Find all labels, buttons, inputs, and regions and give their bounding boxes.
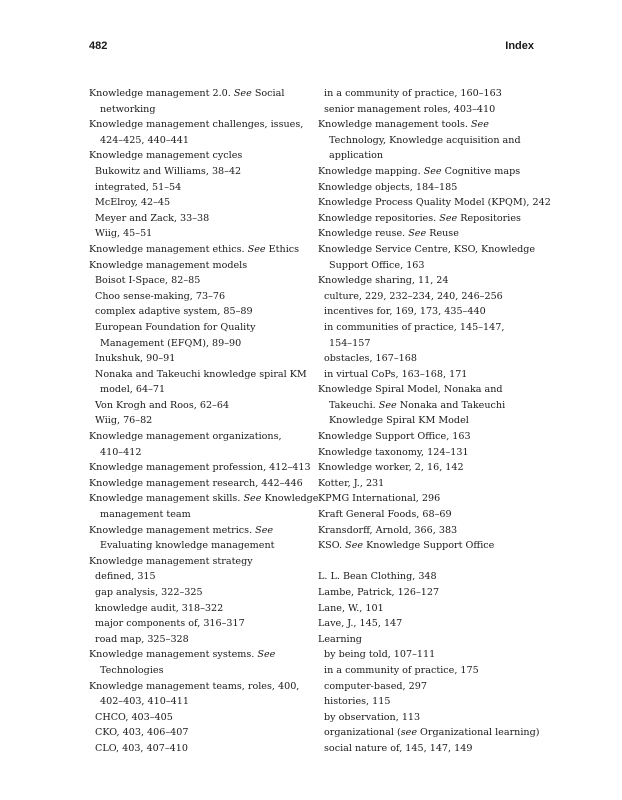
index-entry: [318, 304, 548, 320]
index-entry: [89, 195, 314, 211]
entry-text: Takeuchi.: [329, 399, 379, 411]
index-entry: [318, 367, 548, 383]
entry-text: Kransdorff, Arnold, 366, 383: [318, 524, 458, 536]
index-entry: [89, 647, 314, 663]
index-entry: [318, 460, 548, 476]
entry-reference-target: Cognitive maps: [441, 165, 521, 177]
index-entry: [89, 289, 314, 305]
index-entry: [318, 413, 548, 429]
index-entry: [89, 351, 314, 367]
entry-reference-target: Reuse: [426, 228, 459, 240]
entry-text: culture, 229, 232–234, 240, 246–256: [324, 290, 503, 302]
entry-reference-target: Ethics: [265, 243, 300, 255]
see-reference: See: [255, 524, 274, 536]
index-entry: [89, 476, 314, 492]
entry-text: Kotter, J., 231: [318, 477, 385, 489]
entry-text: Inukshuk, 90–91: [95, 353, 176, 365]
entry-text: Knowledge Support Office, 163: [318, 431, 471, 443]
entry-text: Knowledge management models: [89, 259, 248, 271]
running-header: [89, 40, 534, 56]
index-entry: [318, 710, 548, 726]
index-entry: [89, 273, 314, 289]
see-reference: See: [378, 399, 397, 411]
entry-text: knowledge audit, 318–322: [95, 602, 224, 614]
entry-text: Knowledge sharing, 11, 24: [318, 275, 449, 287]
index-entry: [89, 632, 314, 648]
see-reference: See: [243, 493, 262, 505]
entry-text: Knowledge Spiral KM Model: [329, 415, 469, 427]
index-entry: [318, 616, 548, 632]
entry-text: in virtual CoPs, 163–168, 171: [324, 368, 468, 380]
entry-text: in a community of practice, 175: [324, 664, 479, 676]
index-entry: [318, 429, 548, 445]
index-entry: [318, 258, 548, 274]
see-reference: See: [439, 212, 458, 224]
section-gap: [318, 554, 548, 570]
entry-text: organizational (: [324, 727, 401, 739]
entry-text: CKO, 403, 406–407: [95, 727, 189, 739]
index-entry: [89, 148, 314, 164]
entry-text: Knowledge Service Centre, KSO, Knowledge: [318, 243, 536, 255]
index-entry: [89, 679, 314, 695]
entry-text: complex adaptive system, 85–89: [95, 306, 253, 318]
index-entry: [89, 117, 314, 133]
index-entry: [89, 741, 314, 757]
index-entry: [89, 211, 314, 227]
entry-text: Knowledge management challenges, issues,: [89, 119, 304, 131]
entry-text: incentives for, 169, 173, 435–440: [324, 306, 486, 318]
see-reference: See: [470, 119, 489, 131]
entry-text: CHCO, 403–405: [95, 711, 173, 723]
entry-text: obstacles, 167–168: [324, 353, 417, 365]
index-entry: [318, 273, 548, 289]
index-entry: [89, 601, 314, 617]
index-entry: [318, 663, 548, 679]
entry-text: 424–425, 440–441: [100, 134, 189, 146]
index-entry: [318, 725, 548, 741]
index-entry: [89, 133, 314, 149]
entry-text: Knowledge mapping.: [318, 165, 424, 177]
index-entry: [89, 242, 314, 258]
entry-text: Boisot I-Space, 82–85: [95, 275, 201, 287]
index-entry: [318, 242, 548, 258]
entry-text: Knowledge Process Quality Model (KPQM), 242: [318, 197, 551, 209]
entry-reference-target: Repositories: [457, 212, 521, 224]
index-entry: [318, 336, 548, 352]
entry-text: KPMG International, 296: [318, 493, 441, 505]
entry-text: Wiig, 45–51: [95, 228, 153, 240]
entry-text: KSO.: [318, 540, 346, 552]
entry-text: Kraft General Foods, 68–69: [318, 509, 452, 521]
index-entry: [89, 725, 314, 741]
index-entry: [89, 180, 314, 196]
entry-text: application: [329, 150, 384, 162]
entry-text: management team: [100, 509, 191, 521]
index-entry: [318, 679, 548, 695]
entry-text: integrated, 51–54: [95, 181, 182, 193]
index-entry: [89, 538, 314, 554]
index-entry: [89, 413, 314, 429]
see-reference: See: [257, 649, 276, 661]
index-entry: [318, 741, 548, 757]
index-entry: [318, 523, 548, 539]
index-entry: [318, 117, 548, 133]
see-reference: See: [423, 165, 442, 177]
index-column-right: [318, 86, 551, 757]
entry-text: Management (EFQM), 89–90: [100, 337, 242, 349]
entry-text: Knowledge worker, 2, 16, 142: [318, 462, 464, 474]
index-entry: [318, 102, 548, 118]
index-entry: [318, 351, 548, 367]
see-reference: See: [408, 228, 427, 240]
index-entry: [89, 320, 314, 336]
entry-text: in a community of practice, 160–163: [324, 88, 502, 99]
entry-text: Knowledge management strategy: [89, 555, 253, 567]
index-entry: [318, 133, 548, 149]
section-title: Index: [505, 40, 534, 52]
entry-text: Knowledge management cycles: [89, 150, 243, 162]
index-entry: [318, 164, 548, 180]
index-entry: [89, 304, 314, 320]
see-reference: See: [247, 243, 266, 255]
entry-text: Knowledge management ethics.: [89, 243, 248, 255]
entry-text: CLO, 403, 407–410: [95, 742, 188, 754]
see-reference: see: [400, 727, 417, 739]
entry-text: Knowledge management tools.: [318, 119, 471, 131]
entry-text: Lane, W., 101: [318, 602, 384, 614]
index-entry: [318, 694, 548, 710]
entry-reference-target: Knowledge Support Office: [363, 540, 495, 552]
entry-text: Knowledge management 2.0.: [89, 88, 234, 99]
entry-text: Nonaka and Takeuchi knowledge spiral KM: [95, 368, 307, 380]
entry-text: Knowledge taxonomy, 124–131: [318, 446, 469, 458]
entry-text: Bukowitz and Williams, 38–42: [95, 165, 242, 177]
index-entry: [318, 148, 548, 164]
index-entry: [318, 180, 548, 196]
entry-text: McElroy, 42–45: [95, 197, 171, 209]
index-entry: [89, 429, 314, 445]
index-entry: [318, 569, 548, 585]
index-entry: [318, 507, 548, 523]
entry-text: Knowledge repositories.: [318, 212, 440, 224]
entry-text: networking: [100, 103, 156, 115]
entry-text: Knowledge Spiral Model, Nonaka and: [318, 384, 503, 396]
index-entry: [318, 632, 548, 648]
entry-text: model, 64–71: [100, 384, 166, 396]
entry-text: gap analysis, 322–325: [95, 587, 203, 598]
entry-text: Support Office, 163: [329, 259, 425, 271]
entry-text: Evaluating knowledge management: [100, 540, 275, 552]
index-entry: [318, 538, 548, 554]
index-entry: [89, 694, 314, 710]
entry-text: Knowledge management profession, 412–413: [89, 462, 311, 474]
entry-text: L. L. Bean Clothing, 348: [318, 571, 437, 583]
entry-text: computer-based, 297: [324, 680, 427, 692]
entry-text: Wiig, 76–82: [95, 415, 153, 427]
entry-text: Von Krogh and Roos, 62–64: [95, 399, 230, 411]
entry-reference-target: Knowledge: [261, 493, 319, 505]
entry-text: Knowledge reuse.: [318, 228, 409, 240]
entry-text: Knowledge management systems.: [89, 649, 258, 661]
index-entry: [89, 491, 319, 507]
entry-text: road map, 325–328: [95, 633, 189, 645]
index-entry: [318, 320, 548, 336]
entry-text: defined, 315: [95, 571, 156, 583]
entry-text: in communities of practice, 145–147,: [324, 321, 505, 333]
entry-text: by observation, 113: [324, 711, 421, 723]
index-entry: [89, 258, 314, 274]
page-number: 482: [89, 40, 108, 52]
index-entry: [318, 601, 548, 617]
index-entry: [318, 289, 548, 305]
entry-text: social nature of, 145, 147, 149: [324, 742, 473, 754]
index-column-left: [89, 86, 319, 757]
index-entry: [89, 569, 314, 585]
entry-text: Technologies: [100, 664, 164, 676]
index-entry: [89, 507, 314, 523]
index-entry: [89, 336, 314, 352]
index-entry: [89, 86, 314, 102]
index-entry: [89, 382, 314, 398]
entry-text: Knowledge management research, 442–446: [89, 477, 303, 489]
index-entry: [89, 554, 314, 570]
entry-text: Lave, J., 145, 147: [318, 618, 403, 630]
entry-text: Knowledge management metrics.: [89, 524, 256, 536]
entry-text: major components of, 316–317: [95, 618, 245, 630]
index-entry: [318, 86, 548, 102]
entry-text: Choo sense-making, 73–76: [95, 290, 226, 302]
index-entry: [318, 476, 548, 492]
entry-reference-target: Organizational learning): [417, 727, 540, 739]
index-entry: [89, 523, 314, 539]
index-entry: [318, 382, 548, 398]
index-entry: [89, 164, 314, 180]
index-entry: [89, 460, 314, 476]
index-entry: [89, 367, 314, 383]
entry-text: 410–412: [100, 446, 142, 458]
index-entry: [318, 195, 551, 211]
index-entry: [318, 226, 548, 242]
index-entry: [89, 616, 314, 632]
entry-text: by being told, 107–111: [324, 649, 436, 661]
entry-reference-target: Social: [251, 88, 285, 99]
entry-text: Knowledge objects, 184–185: [318, 181, 458, 193]
entry-text: European Foundation for Quality: [95, 321, 256, 333]
entry-text: Lambe, Patrick, 126–127: [318, 587, 440, 598]
index-entry: [89, 445, 314, 461]
index-entry: [89, 710, 314, 726]
entry-text: Knowledge management organizations,: [89, 431, 282, 443]
index-entry: [318, 585, 548, 601]
index-entry: [318, 398, 548, 414]
index-entry: [89, 585, 314, 601]
entry-text: 402–403, 410–411: [100, 696, 189, 708]
entry-text: Knowledge management skills.: [89, 493, 244, 505]
index-entry: [318, 647, 548, 663]
index-entry: [318, 211, 548, 227]
entry-reference-target: Nonaka and Takeuchi: [396, 399, 506, 411]
entry-text: Meyer and Zack, 33–38: [95, 212, 210, 224]
index-entry: [89, 398, 314, 414]
entry-text: 154–157: [329, 337, 371, 349]
see-reference: See: [345, 540, 364, 552]
see-reference: See: [233, 88, 252, 99]
entry-text: Technology, Knowledge acquisition and: [329, 134, 521, 146]
index-entry: [89, 102, 314, 118]
index-entry: [318, 445, 548, 461]
entry-text: senior management roles, 403–410: [324, 103, 496, 115]
index-entry: [318, 491, 548, 507]
entry-text: Learning: [318, 633, 362, 645]
index-entry: [89, 226, 314, 242]
index-entry: [89, 663, 314, 679]
entry-text: Knowledge management teams, roles, 400,: [89, 680, 300, 692]
entry-text: histories, 115: [324, 696, 391, 708]
